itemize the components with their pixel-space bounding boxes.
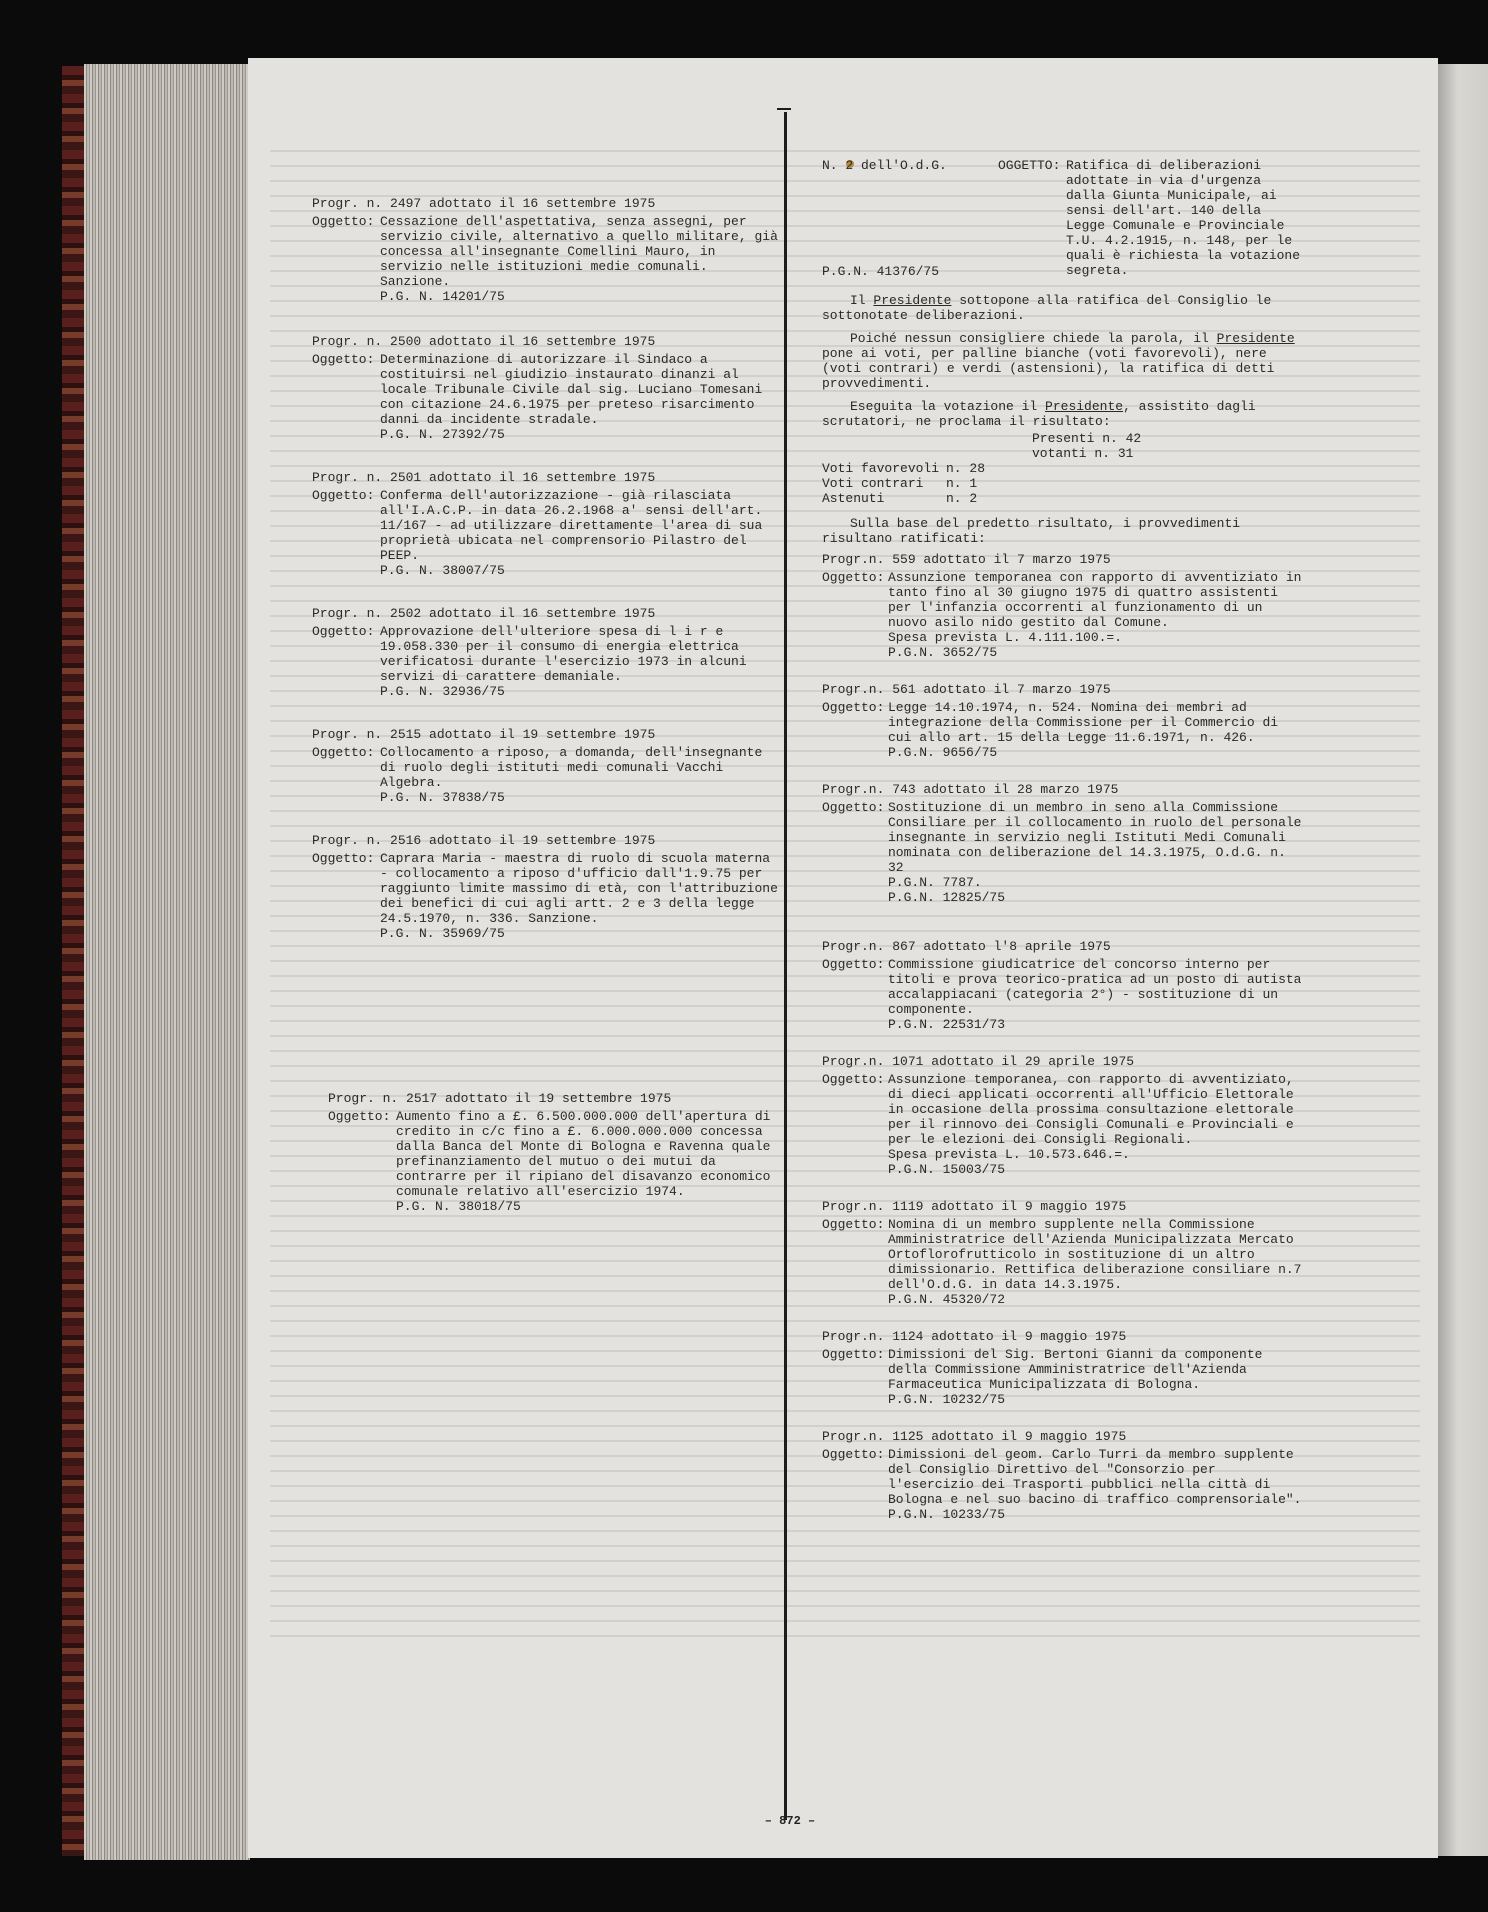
entry-text: Cessazione dell'aspettativa, senza assegni, per servizio civile, alternativo a quello militare, già concessa all'insegnante Comellini Mauro, in servizio nelle istituzioni medie comunali. Sanzione. (380, 214, 778, 289)
entry-pg: P.G.N. 45320/72 (888, 1292, 1006, 1307)
presenti-count: Presenti n. 42 (1032, 431, 1142, 446)
entry-1071 (822, 1054, 1302, 1177)
vote-label: Voti favorevoli (822, 461, 940, 476)
entry-heading: Progr. n. 2516 adottato il 19 settembre 1975 (312, 833, 656, 848)
entry-label: Oggetto: (822, 1072, 885, 1087)
entry-2517 (312, 1091, 782, 1214)
entry-2500 (312, 334, 782, 442)
entry-1125 (822, 1429, 1302, 1522)
entry-label: Oggetto: (822, 1217, 885, 1232)
entry-2497 (312, 196, 782, 304)
votanti-count: votanti n. 31 (1032, 446, 1134, 461)
entry-text: Aumento fino a £. 6.500.000.000 dell'apertura di credito in c/c fino a £. 6.000.000.000 concessa dalla Banca del Monte di Bologna e Ravenna quale prefinanziamento del mutuo o dei mutui da contrarre per il ripiano del disavanzo economico comunale relativo all'esercizio 1974. (396, 1109, 771, 1199)
entry-text: Conferma dell'autorizzazione - già rilasciata all'I.A.C.P. in data 26.2.1968 a' sensi dell'art. 11/167 - ad utilizzare direttamente l'area di sua proprietà ubicata nel comprensorio Pilastro del PEEP. (380, 488, 763, 563)
agenda-number: N. 2 dell'O.d.G. (822, 158, 947, 173)
entry-heading: Progr.n. 559 adottato il 7 marzo 1975 (822, 552, 1111, 567)
entry-text: Approvazione dell'ulteriore spesa di l i r e 19.058.330 per il consumo di energia elettrica verificatosi durante l'esercizio 1973 in alcuni servizi di carattere demaniale. (380, 624, 747, 684)
entry-pg: P.G. N. 37838/75 (380, 790, 505, 805)
entry-pg: P.G. N. 14201/75 (380, 289, 505, 304)
entry-1124 (822, 1329, 1302, 1407)
presidente-word: Presidente (1045, 399, 1124, 414)
paragraph-vote-call (822, 331, 1302, 391)
vote-label: Voti contrari (822, 476, 924, 491)
entry-pg: P.G.N. 10232/75 (888, 1392, 1006, 1407)
entry-label: Oggetto: (822, 800, 885, 815)
entry-text: Nomina di un membro supplente nella Commissione Amministratrice dell'Azienda Municipalizzata Mercato Ortoflorofrutticolo in sostituzione di un altro dimissionario. Rettifica deliberazione consiliare n.7 dell'O.d.G. in data 14.3.1975. (888, 1217, 1302, 1292)
entry-text: Legge 14.10.1974, n. 524. Nomina dei membri ad integrazione della Commissione per il Commercio di cui allo art. 15 della Legge 11.6.1971, n. 426. (888, 700, 1279, 745)
entry-743 (822, 782, 1302, 905)
presidente-word: Presidente (873, 293, 952, 308)
agenda-label: OGGETTO: (998, 158, 1061, 173)
entry-label: Oggetto: (312, 851, 375, 866)
page-stack-edge (84, 64, 250, 1860)
entry-pg: P.G. N. 38007/75 (380, 563, 505, 578)
right-column (822, 158, 1302, 1544)
entry-text: Determinazione di autorizzare il Sindaco a costituirsi nel giudizio instaurato dinanzi al locale Tribunale Civile dal sig. Luciano Tomesani con citazione 24.6.1975 per preteso risarcimento danni da incidente stradale. (380, 352, 763, 427)
entry-label: Oggetto: (312, 214, 375, 229)
entry-text: Assunzione temporanea, con rapporto di avventiziato, di dieci applicati occorrenti all'Ufficio Elettorale in occasione della prossima consultazione elettorale per il rinnovo dei Consigli Comunali e Provinciali e per le elezioni dei Consigli Regionali. Spesa prevista L. 10.573.646.=. (888, 1072, 1294, 1162)
left-column (312, 196, 782, 1242)
entry-heading: Progr. n. 2497 adottato il 16 settembre 1975 (312, 196, 656, 211)
entry-pg: P.G.N. 15003/75 (888, 1162, 1006, 1177)
entry-heading: Progr. n. 2502 adottato il 16 settembre 1975 (312, 606, 656, 621)
entry-heading: Progr. n. 2515 adottato il 19 settembre 1975 (312, 727, 656, 742)
entry-1119 (822, 1199, 1302, 1307)
entry-pg: P.G.N. 3652/75 (888, 645, 998, 660)
entry-2501 (312, 470, 782, 578)
entry-label: Oggetto: (822, 1447, 885, 1462)
paragraph-text: , assistito dagli scrutatori, ne proclama il risultato: (822, 399, 1256, 429)
entry-text: Commissione giudicatrice del concorso interno per titoli e prova teorico-pratica ad un posto di autista accalappiacani (categoria 2°) - sostituzione di un componente. (888, 957, 1302, 1017)
entry-heading: Progr.n. 561 adottato il 7 marzo 1975 (822, 682, 1111, 697)
entry-label: Oggetto: (328, 1109, 391, 1124)
entry-pg: P.G.N. 7787. P.G.N. 12825/75 (888, 875, 1006, 905)
entry-pg: P.G. N. 35969/75 (380, 926, 505, 941)
entry-label: Oggetto: (822, 700, 885, 715)
entry-text: Assunzione temporanea con rapporto di avventiziato in tanto fino al 30 giugno 1975 di quattro assistenti per l'infanzia occorrenti al funzionamento di un nuovo asilo nido gestito dal Comune. Spesa prevista L. 4.111.100.=. (888, 570, 1302, 645)
entry-label: Oggetto: (822, 570, 885, 585)
entry-label: Oggetto: (312, 488, 375, 503)
entry-pg: P.G. N. 27392/75 (380, 427, 505, 442)
entry-label: Oggetto: (822, 1347, 885, 1362)
agenda-subject: Ratifica di deliberazioni adottate in via d'urgenza dalla Giunta Municipale, ai sensi dell'art. 140 della Legge Comunale e Provinciale T.U. 4.2.1915, n. 148, per le quali è richiesta la votazione segreta. (1066, 158, 1301, 278)
paragraph-text: Il (850, 293, 874, 308)
entry-pg: P.G.N. 10233/75 (888, 1507, 1006, 1522)
entry-text: Dimissioni del Sig. Bertoni Gianni da componente della Commissione Amministratrice dell'Azienda Farmaceutica Municipalizzata di Bologna. (888, 1347, 1263, 1392)
presidente-word: Presidente (1216, 331, 1295, 346)
entry-867 (822, 939, 1302, 1032)
entry-559 (822, 552, 1302, 660)
facing-page-edge (1438, 64, 1488, 1856)
entry-label: Oggetto: (312, 745, 375, 760)
entry-label: Oggetto: (312, 624, 375, 639)
entry-heading: Progr. n. 2500 adottato il 16 settembre 1975 (312, 334, 656, 349)
entry-text: Sostituzione di un membro in seno alla Commissione Consiliare per il collocamento in ruolo del personale insegnante in servizio negli Istituti Medi Comunali nominata con deliberazione del 14.3.1975, O.d.G. n. 32 (888, 800, 1302, 875)
column-divider (784, 112, 787, 1820)
paragraph-text: pone ai voti, per palline bianche (voti favorevoli), nere (voti contrari) e verdi (astensioni), la ratifica di detti provvedimenti. (822, 346, 1275, 391)
paragraph-ratified: Sulla base del predetto risultato, i provvedimenti risultano ratificati: (822, 516, 1241, 546)
entry-561 (822, 682, 1302, 760)
entry-heading: Progr.n. 1125 adottato il 9 maggio 1975 (822, 1429, 1127, 1444)
paragraph-vote-result (822, 399, 1302, 429)
agenda-pg: P.G.N. 41376/75 (822, 264, 940, 279)
entry-pg: P.G. N. 32936/75 (380, 684, 505, 699)
vote-label: Astenuti (822, 491, 885, 506)
vote-value: n. 28 (946, 461, 986, 476)
entry-heading: Progr.n. 1071 adottato il 29 aprile 1975 (822, 1054, 1135, 1069)
entry-label: Oggetto: (822, 957, 885, 972)
paragraph-text: sottopone alla ratifica del Consiglio le sottonotate deliberazioni. (822, 293, 1272, 323)
entry-heading: Progr.n. 743 adottato il 28 marzo 1975 (822, 782, 1119, 797)
entry-heading: Progr.n. 867 adottato l'8 aprile 1975 (822, 939, 1111, 954)
entry-heading: Progr.n. 1119 adottato il 9 maggio 1975 (822, 1199, 1127, 1214)
paragraph-text: Poiché nessun consigliere chiede la parola, il (850, 331, 1217, 346)
vote-value: n. 1 (946, 476, 978, 491)
entry-text: Dimissioni del geom. Carlo Turri da membro supplente del Consiglio Direttivo del "Consorzio per l'esercizio dei Trasporti pubblici nella città di Bologna e nel suo bacino di traffico comprensoriale". (888, 1447, 1302, 1507)
vote-value: n. 2 (946, 491, 978, 506)
entry-pg: P.G.N. 9656/75 (888, 745, 998, 760)
paragraph-president-submits (822, 293, 1302, 323)
entry-heading: Progr. n. 2501 adottato il 16 settembre 1975 (312, 470, 656, 485)
vote-results (822, 461, 1002, 506)
entry-pg: P.G. N. 38018/75 (396, 1199, 521, 1214)
vote-row (822, 491, 1002, 506)
entry-pg: P.G.N. 22531/73 (888, 1017, 1006, 1032)
vote-row (822, 461, 1002, 476)
attendance-tally (822, 431, 1302, 461)
agenda-item-header (822, 158, 1302, 278)
entry-text: Caprara Maria - maestra di ruolo di scuola materna - collocamento a riposo d'ufficio dall'1.9.75 per raggiunto limite massimo di età, con l'attribuzione dei benefici di cui agli artt. 2 e 3 della legge 24.5.1970, n. 336. Sanzione. (380, 851, 778, 926)
entry-2515 (312, 727, 782, 805)
entry-2502 (312, 606, 782, 699)
vote-row (822, 476, 1002, 491)
entry-text: Collocamento a riposo, a domanda, dell'insegnante di ruolo degli istituti medi comunali Vacchi Algebra. (380, 745, 763, 790)
entry-label: Oggetto: (312, 352, 375, 367)
paragraph-text: Eseguita la votazione il (850, 399, 1046, 414)
entry-2516 (312, 833, 782, 941)
entry-heading: Progr. n. 2517 adottato il 19 settembre 1975 (328, 1091, 672, 1106)
entry-heading: Progr.n. 1124 adottato il 9 maggio 1975 (822, 1329, 1127, 1344)
page-number: – 872 – (764, 1814, 816, 1828)
